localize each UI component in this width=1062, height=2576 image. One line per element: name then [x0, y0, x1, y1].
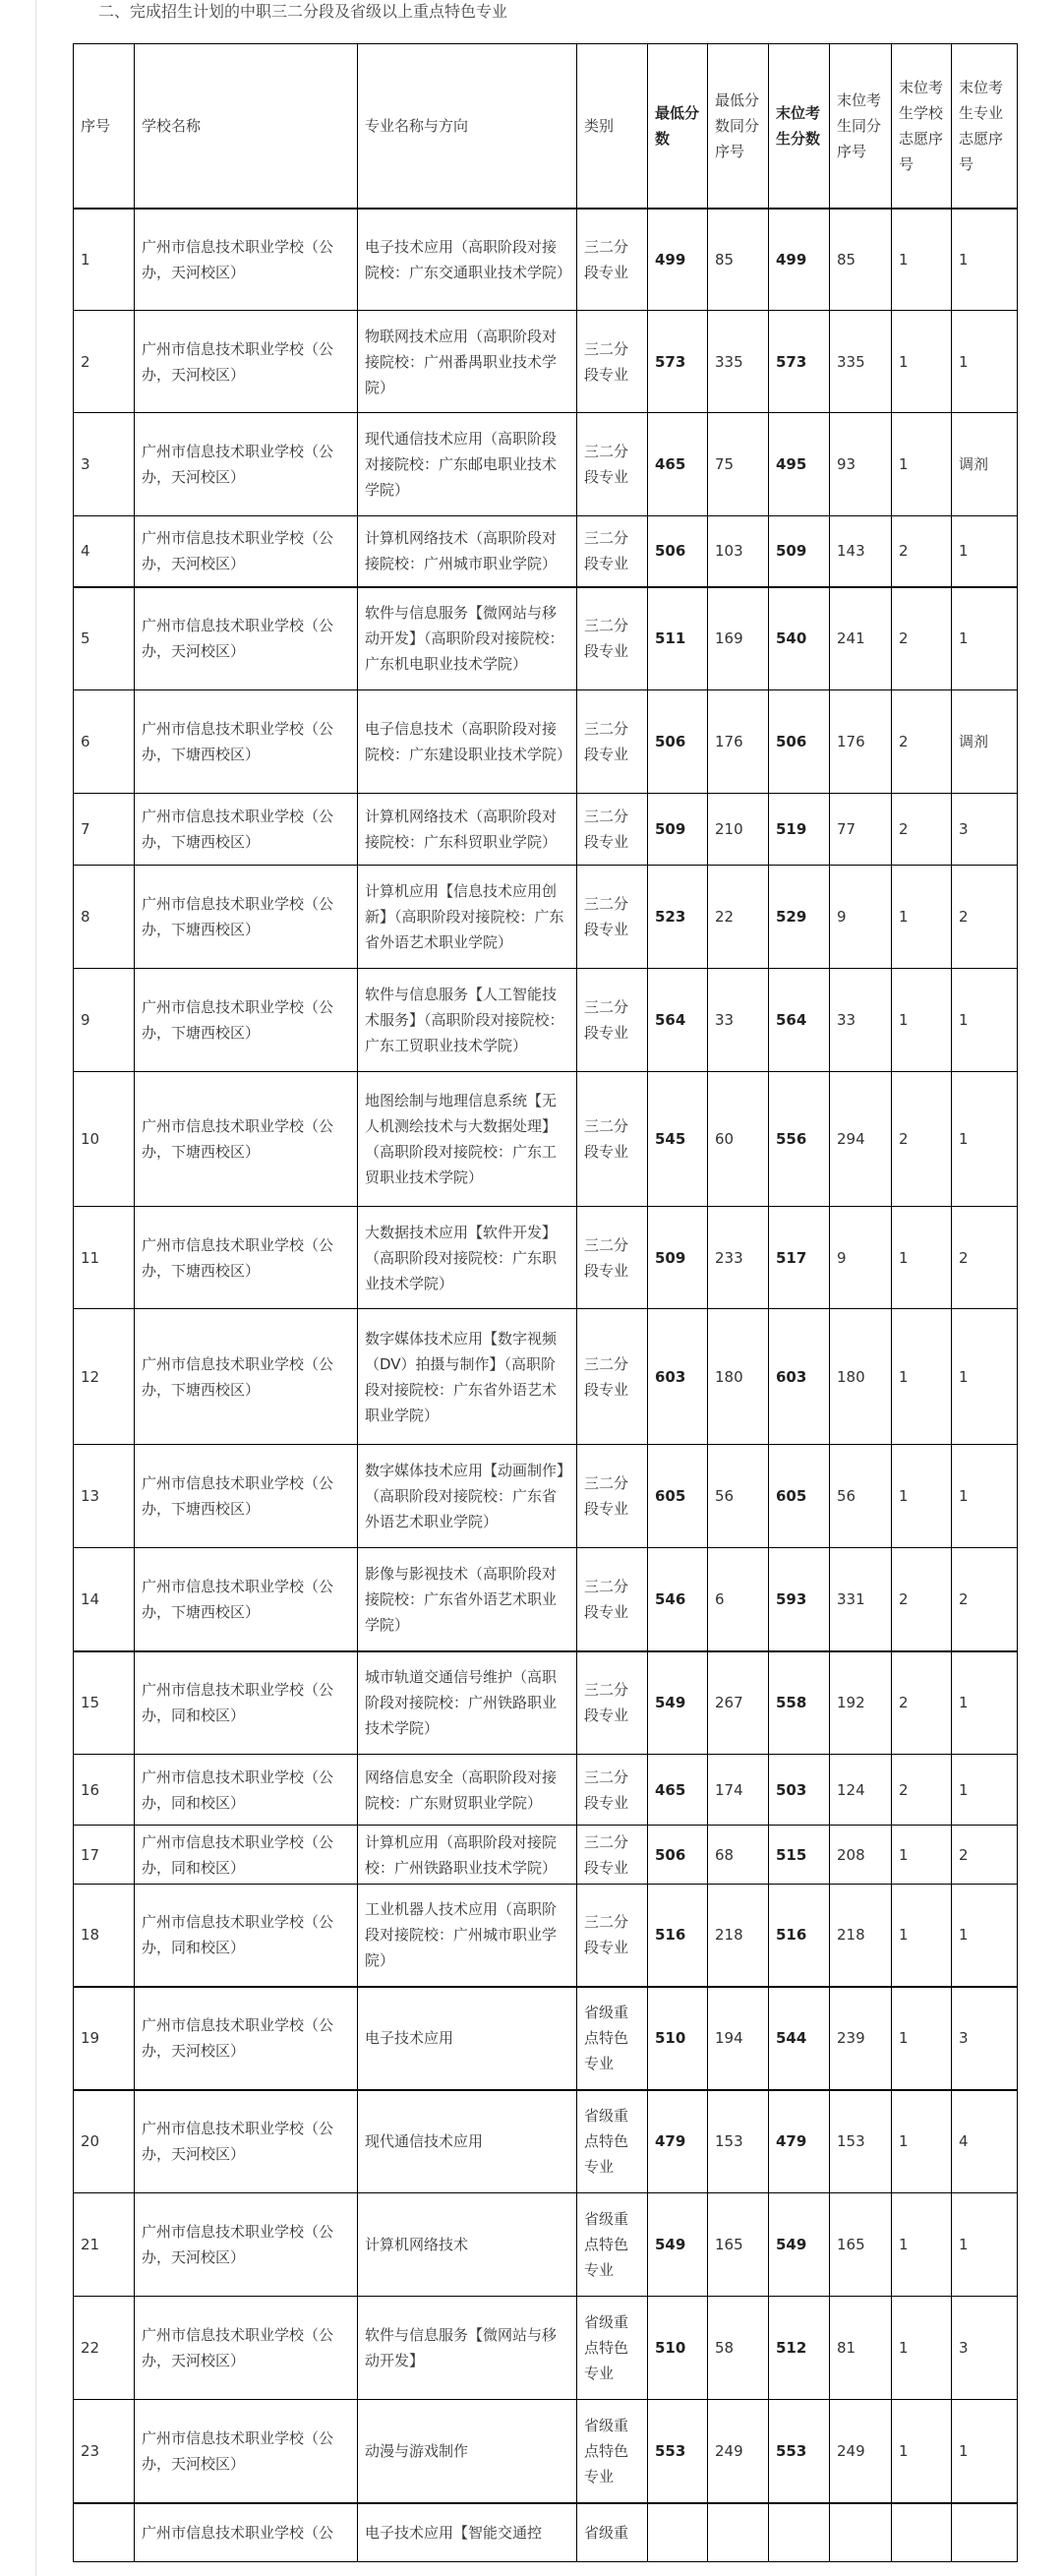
school-pref-no-cell: 1 — [892, 1309, 952, 1445]
last-score-cell: 573 — [769, 311, 830, 413]
major-pref-no-cell: 调剂 — [952, 690, 1018, 794]
category-cell: 三二分段专业 — [577, 311, 648, 413]
last-score-cell: 540 — [769, 587, 830, 690]
table-row — [74, 2503, 1018, 2562]
seq-number-cell: 9 — [74, 969, 135, 1072]
min-score-cell: 465 — [648, 413, 708, 516]
school-pref-no-cell: 1 — [892, 311, 952, 413]
last-score-rank-cell: 81 — [830, 2297, 892, 2400]
major-pref-no-cell: 1 — [952, 1885, 1018, 1987]
school-name-cell: 广州市信息技术职业学校（公办，下塘西校区） — [135, 1548, 358, 1651]
category-cell: 三二分段专业 — [577, 1548, 648, 1651]
last-score-cell: 564 — [769, 969, 830, 1072]
last-score-rank-cell: 56 — [830, 1445, 892, 1548]
column-header-school-pref-no: 末位考生学校志愿序号 — [892, 44, 952, 209]
school-name-cell: 广州市信息技术职业学校（公 — [135, 2503, 358, 2562]
last-score-rank-cell: 9 — [830, 866, 892, 969]
major-name-cell: 软件与信息服务【人工智能技术服务】（高职阶段对接院校：广东工贸职业技术学院） — [358, 969, 577, 1072]
major-pref-no-cell: 4 — [952, 2090, 1018, 2193]
school-name-cell: 广州市信息技术职业学校（公办，下塘西校区） — [135, 969, 358, 1072]
min-score-rank-cell: 75 — [708, 413, 769, 516]
category-cell: 三二分段专业 — [577, 1309, 648, 1445]
last-score-rank-cell: 180 — [830, 1309, 892, 1445]
major-name-cell: 计算机网络技术（高职阶段对接院校：广东科贸职业学院） — [358, 794, 577, 866]
school-pref-no-cell: 1 — [892, 1445, 952, 1548]
last-score-rank-cell: 176 — [830, 690, 892, 794]
min-score-rank-cell: 60 — [708, 1072, 769, 1207]
major-name-cell: 地图绘制与地理信息系统【无人机测绘技术与大数据处理】（高职阶段对接院校：广东工贸职业技术学院） — [358, 1072, 577, 1207]
last-score-rank-cell: 335 — [830, 311, 892, 413]
school-name-cell: 广州市信息技术职业学校（公办，下塘西校区） — [135, 690, 358, 794]
table-row — [74, 1987, 1018, 2090]
min-score-cell: 603 — [648, 1309, 708, 1445]
school-name-cell: 广州市信息技术职业学校（公办，天河校区） — [135, 2090, 358, 2193]
last-score-cell: 519 — [769, 794, 830, 866]
seq-number-cell: 11 — [74, 1207, 135, 1309]
last-score-cell: 593 — [769, 1548, 830, 1651]
major-name-cell: 计算机应用【信息技术应用创新】（高职阶段对接院校：广东省外语艺术职业学院） — [358, 866, 577, 969]
major-name-cell: 动漫与游戏制作 — [358, 2400, 577, 2503]
school-name-cell: 广州市信息技术职业学校（公办，下塘西校区） — [135, 1207, 358, 1309]
min-score-cell: 479 — [648, 2090, 708, 2193]
table-row — [74, 2297, 1018, 2400]
min-score-rank-cell: 267 — [708, 1651, 769, 1755]
section-heading: 二、完成招生计划的中职三二分段及省级以上重点特色专业 — [98, 2, 508, 21]
table-row — [74, 209, 1018, 311]
min-score-rank-cell: 335 — [708, 311, 769, 413]
category-cell: 省级重点特色专业 — [577, 2193, 648, 2297]
major-name-cell: 电子技术应用 — [358, 1987, 577, 2090]
school-name-cell: 广州市信息技术职业学校（公办，天河校区） — [135, 1987, 358, 2090]
min-score-rank-cell: 194 — [708, 1987, 769, 2090]
last-score-cell: 495 — [769, 413, 830, 516]
min-score-rank-cell: 249 — [708, 2400, 769, 2503]
last-score-rank-cell: 153 — [830, 2090, 892, 2193]
category-cell: 三二分段专业 — [577, 690, 648, 794]
min-score-rank-cell: 174 — [708, 1755, 769, 1826]
major-name-cell: 数字媒体技术应用【数字视频（DV）拍摄与制作】（高职阶段对接院校：广东省外语艺术职业学院） — [358, 1309, 577, 1445]
last-score-rank-cell: 93 — [830, 413, 892, 516]
major-pref-no-cell: 调剂 — [952, 413, 1018, 516]
seq-number-cell: 7 — [74, 794, 135, 866]
seq-number-cell: 19 — [74, 1987, 135, 2090]
min-score-rank-cell: 176 — [708, 690, 769, 794]
min-score-rank-cell — [708, 2503, 769, 2562]
min-score-cell: 510 — [648, 1987, 708, 2090]
column-header-seq-number: 序号 — [74, 44, 135, 209]
major-name-cell: 物联网技术应用（高职阶段对接院校：广州番禺职业技术学院） — [358, 311, 577, 413]
major-pref-no-cell: 1 — [952, 2400, 1018, 2503]
min-score-cell: 509 — [648, 794, 708, 866]
seq-number-cell: 21 — [74, 2193, 135, 2297]
last-score-cell: 556 — [769, 1072, 830, 1207]
major-pref-no-cell: 3 — [952, 794, 1018, 866]
major-pref-no-cell: 1 — [952, 2193, 1018, 2297]
seq-number-cell: 1 — [74, 209, 135, 311]
major-pref-no-cell: 1 — [952, 587, 1018, 690]
min-score-cell: 506 — [648, 516, 708, 587]
major-pref-no-cell: 3 — [952, 2297, 1018, 2400]
school-pref-no-cell: 2 — [892, 1651, 952, 1755]
category-cell: 三二分段专业 — [577, 794, 648, 866]
seq-number-cell: 18 — [74, 1885, 135, 1987]
min-score-rank-cell: 68 — [708, 1826, 769, 1885]
min-score-rank-cell: 153 — [708, 2090, 769, 2193]
major-pref-no-cell — [952, 2503, 1018, 2562]
major-name-cell: 软件与信息服务【微网站与移动开发】 — [358, 2297, 577, 2400]
school-pref-no-cell: 1 — [892, 2297, 952, 2400]
table-row — [74, 1548, 1018, 1651]
min-score-cell: 553 — [648, 2400, 708, 2503]
category-cell: 三二分段专业 — [577, 209, 648, 311]
category-cell: 三二分段专业 — [577, 587, 648, 690]
major-name-cell: 计算机网络技术 — [358, 2193, 577, 2297]
category-cell: 省级重点特色专业 — [577, 2297, 648, 2400]
column-header-major-pref-no: 末位考生专业志愿序号 — [952, 44, 1018, 209]
school-name-cell: 广州市信息技术职业学校（公办，同和校区） — [135, 1885, 358, 1987]
school-pref-no-cell: 1 — [892, 866, 952, 969]
category-cell: 三二分段专业 — [577, 969, 648, 1072]
category-cell: 三二分段专业 — [577, 1755, 648, 1826]
school-name-cell: 广州市信息技术职业学校（公办，天河校区） — [135, 311, 358, 413]
last-score-cell: 499 — [769, 209, 830, 311]
min-score-rank-cell: 165 — [708, 2193, 769, 2297]
seq-number-cell: 4 — [74, 516, 135, 587]
min-score-rank-cell: 6 — [708, 1548, 769, 1651]
school-name-cell: 广州市信息技术职业学校（公办，下塘西校区） — [135, 1309, 358, 1445]
table-row — [74, 1885, 1018, 1987]
school-pref-no-cell: 2 — [892, 516, 952, 587]
min-score-cell: 573 — [648, 311, 708, 413]
table-row — [74, 2400, 1018, 2503]
last-score-cell: 509 — [769, 516, 830, 587]
category-cell: 省级重点特色专业 — [577, 2090, 648, 2193]
last-score-rank-cell: 9 — [830, 1207, 892, 1309]
category-cell: 省级重点特色专业 — [577, 2400, 648, 2503]
school-pref-no-cell: 1 — [892, 969, 952, 1072]
table-row — [74, 516, 1018, 587]
school-pref-no-cell: 1 — [892, 1826, 952, 1885]
min-score-cell: 549 — [648, 2193, 708, 2297]
table-row — [74, 587, 1018, 690]
min-score-cell: 506 — [648, 1826, 708, 1885]
column-header-last-score: 末位考生分数 — [769, 44, 830, 209]
table-row — [74, 1826, 1018, 1885]
seq-number-cell: 20 — [74, 2090, 135, 2193]
school-name-cell: 广州市信息技术职业学校（公办，天河校区） — [135, 587, 358, 690]
major-pref-no-cell: 2 — [952, 1826, 1018, 1885]
seq-number-cell: 6 — [74, 690, 135, 794]
left-divider-line — [35, 0, 36, 2576]
last-score-rank-cell: 331 — [830, 1548, 892, 1651]
major-pref-no-cell: 1 — [952, 1445, 1018, 1548]
major-pref-no-cell: 1 — [952, 1755, 1018, 1826]
column-header-category: 类别 — [577, 44, 648, 209]
major-name-cell: 大数据技术应用【软件开发】（高职阶段对接院校：广东职业技术学院） — [358, 1207, 577, 1309]
major-pref-no-cell: 1 — [952, 516, 1018, 587]
seq-number-cell: 23 — [74, 2400, 135, 2503]
school-pref-no-cell: 1 — [892, 413, 952, 516]
category-cell: 省级重 — [577, 2503, 648, 2562]
column-header-major-name: 专业名称与方向 — [358, 44, 577, 209]
table-row — [74, 690, 1018, 794]
table-row — [74, 1445, 1018, 1548]
min-score-cell: 549 — [648, 1651, 708, 1755]
last-score-rank-cell: 77 — [830, 794, 892, 866]
major-pref-no-cell: 2 — [952, 1207, 1018, 1309]
school-name-cell: 广州市信息技术职业学校（公办，下塘西校区） — [135, 1072, 358, 1207]
school-pref-no-cell: 2 — [892, 690, 952, 794]
min-score-rank-cell: 233 — [708, 1207, 769, 1309]
last-score-cell: 515 — [769, 1826, 830, 1885]
table-row — [74, 866, 1018, 969]
school-name-cell: 广州市信息技术职业学校（公办，天河校区） — [135, 413, 358, 516]
last-score-rank-cell: 249 — [830, 2400, 892, 2503]
category-cell: 三二分段专业 — [577, 866, 648, 969]
min-score-rank-cell: 180 — [708, 1309, 769, 1445]
table-row — [74, 413, 1018, 516]
table-row — [74, 794, 1018, 866]
seq-number-cell: 17 — [74, 1826, 135, 1885]
table-row — [74, 2193, 1018, 2297]
major-pref-no-cell: 1 — [952, 1309, 1018, 1445]
school-pref-no-cell: 2 — [892, 1755, 952, 1826]
table-row — [74, 1651, 1018, 1755]
category-cell: 三二分段专业 — [577, 516, 648, 587]
last-score-cell: 558 — [769, 1651, 830, 1755]
seq-number-cell: 8 — [74, 866, 135, 969]
seq-number-cell: 22 — [74, 2297, 135, 2400]
seq-number-cell: 14 — [74, 1548, 135, 1651]
seq-number-cell — [74, 2503, 135, 2562]
last-score-cell: 506 — [769, 690, 830, 794]
school-name-cell: 广州市信息技术职业学校（公办，同和校区） — [135, 1651, 358, 1755]
column-header-min-score: 最低分数 — [648, 44, 708, 209]
min-score-rank-cell: 169 — [708, 587, 769, 690]
category-cell: 三二分段专业 — [577, 1826, 648, 1885]
category-cell: 三二分段专业 — [577, 1207, 648, 1309]
min-score-cell: 545 — [648, 1072, 708, 1207]
category-cell: 三二分段专业 — [577, 413, 648, 516]
school-name-cell: 广州市信息技术职业学校（公办，天河校区） — [135, 2400, 358, 2503]
table-row — [74, 2090, 1018, 2193]
school-name-cell: 广州市信息技术职业学校（公办，天河校区） — [135, 2297, 358, 2400]
major-pref-no-cell: 1 — [952, 1651, 1018, 1755]
major-pref-no-cell: 3 — [952, 1987, 1018, 2090]
last-score-cell: 549 — [769, 2193, 830, 2297]
school-pref-no-cell: 1 — [892, 2193, 952, 2297]
seq-number-cell: 15 — [74, 1651, 135, 1755]
last-score-rank-cell: 208 — [830, 1826, 892, 1885]
min-score-cell: 564 — [648, 969, 708, 1072]
major-name-cell: 电子技术应用（高职阶段对接院校：广东交通职业技术学院） — [358, 209, 577, 311]
school-name-cell: 广州市信息技术职业学校（公办，下塘西校区） — [135, 1445, 358, 1548]
min-score-cell: 511 — [648, 587, 708, 690]
major-pref-no-cell: 1 — [952, 311, 1018, 413]
last-score-cell — [769, 2503, 830, 2562]
category-cell: 三二分段专业 — [577, 1445, 648, 1548]
seq-number-cell: 12 — [74, 1309, 135, 1445]
last-score-cell: 516 — [769, 1885, 830, 1987]
min-score-rank-cell: 56 — [708, 1445, 769, 1548]
table-row — [74, 1309, 1018, 1445]
last-score-cell: 479 — [769, 2090, 830, 2193]
seq-number-cell: 5 — [74, 587, 135, 690]
seq-number-cell: 10 — [74, 1072, 135, 1207]
major-name-cell: 城市轨道交通信号维护（高职阶段对接院校：广州铁路职业技术学院） — [358, 1651, 577, 1755]
min-score-cell: 510 — [648, 2297, 708, 2400]
column-header-school-name: 学校名称 — [135, 44, 358, 209]
major-name-cell: 软件与信息服务【微网站与移动开发】（高职阶段对接院校：广东机电职业技术学院） — [358, 587, 577, 690]
category-cell: 省级重点特色专业 — [577, 1987, 648, 2090]
major-pref-no-cell: 2 — [952, 1548, 1018, 1651]
column-header-last-score-rank: 末位考生同分序号 — [830, 44, 892, 209]
last-score-rank-cell: 294 — [830, 1072, 892, 1207]
min-score-cell: 506 — [648, 690, 708, 794]
min-score-cell — [648, 2503, 708, 2562]
major-name-cell: 现代通信技术应用 — [358, 2090, 577, 2193]
last-score-rank-cell: 143 — [830, 516, 892, 587]
table-row — [74, 1072, 1018, 1207]
school-pref-no-cell: 1 — [892, 209, 952, 311]
last-score-cell: 603 — [769, 1309, 830, 1445]
admission-table — [73, 43, 1018, 2562]
table-row — [74, 1207, 1018, 1309]
school-pref-no-cell — [892, 2503, 952, 2562]
school-name-cell: 广州市信息技术职业学校（公办，同和校区） — [135, 1755, 358, 1826]
school-pref-no-cell: 2 — [892, 1548, 952, 1651]
seq-number-cell: 16 — [74, 1755, 135, 1826]
last-score-rank-cell: 192 — [830, 1651, 892, 1755]
table-row — [74, 969, 1018, 1072]
school-pref-no-cell: 2 — [892, 587, 952, 690]
school-name-cell: 广州市信息技术职业学校（公办，天河校区） — [135, 516, 358, 587]
min-score-rank-cell: 22 — [708, 866, 769, 969]
seq-number-cell: 2 — [74, 311, 135, 413]
major-pref-no-cell: 1 — [952, 969, 1018, 1072]
last-score-cell: 512 — [769, 2297, 830, 2400]
last-score-cell: 503 — [769, 1755, 830, 1826]
table-row — [74, 1755, 1018, 1826]
last-score-rank-cell: 239 — [830, 1987, 892, 2090]
category-cell: 三二分段专业 — [577, 1072, 648, 1207]
major-name-cell: 网络信息安全（高职阶段对接院校：广东财贸职业学院） — [358, 1755, 577, 1826]
last-score-cell: 529 — [769, 866, 830, 969]
last-score-rank-cell: 165 — [830, 2193, 892, 2297]
last-score-cell: 517 — [769, 1207, 830, 1309]
last-score-cell: 553 — [769, 2400, 830, 2503]
major-pref-no-cell: 1 — [952, 1072, 1018, 1207]
major-name-cell: 计算机应用（高职阶段对接院校：广州铁路职业技术学院） — [358, 1826, 577, 1885]
school-pref-no-cell: 1 — [892, 1207, 952, 1309]
major-name-cell: 影像与影视技术（高职阶段对接院校：广东省外语艺术职业学院） — [358, 1548, 577, 1651]
major-pref-no-cell: 1 — [952, 209, 1018, 311]
school-name-cell: 广州市信息技术职业学校（公办，下塘西校区） — [135, 794, 358, 866]
school-name-cell: 广州市信息技术职业学校（公办，天河校区） — [135, 209, 358, 311]
min-score-cell: 465 — [648, 1755, 708, 1826]
major-name-cell: 工业机器人技术应用（高职阶段对接院校：广州城市职业学院） — [358, 1885, 577, 1987]
table-row — [74, 311, 1018, 413]
major-name-cell: 计算机网络技术（高职阶段对接院校：广州城市职业学院） — [358, 516, 577, 587]
table-header-row — [74, 44, 1018, 209]
min-score-cell: 605 — [648, 1445, 708, 1548]
category-cell: 三二分段专业 — [577, 1885, 648, 1987]
major-name-cell: 电子信息技术（高职阶段对接院校：广东建设职业技术学院） — [358, 690, 577, 794]
seq-number-cell: 13 — [74, 1445, 135, 1548]
min-score-cell: 546 — [648, 1548, 708, 1651]
min-score-cell: 516 — [648, 1885, 708, 1987]
min-score-rank-cell: 103 — [708, 516, 769, 587]
school-name-cell: 广州市信息技术职业学校（公办，天河校区） — [135, 2193, 358, 2297]
last-score-cell: 605 — [769, 1445, 830, 1548]
column-header-min-score-rank: 最低分数同分序号 — [708, 44, 769, 209]
last-score-cell: 544 — [769, 1987, 830, 2090]
last-score-rank-cell: 33 — [830, 969, 892, 1072]
last-score-rank-cell: 124 — [830, 1755, 892, 1826]
school-name-cell: 广州市信息技术职业学校（公办，同和校区） — [135, 1826, 358, 1885]
major-pref-no-cell: 2 — [952, 866, 1018, 969]
school-pref-no-cell: 1 — [892, 2090, 952, 2193]
last-score-rank-cell: 218 — [830, 1885, 892, 1987]
major-name-cell: 现代通信技术应用（高职阶段对接院校：广东邮电职业技术学院） — [358, 413, 577, 516]
min-score-cell: 509 — [648, 1207, 708, 1309]
school-pref-no-cell: 1 — [892, 1987, 952, 2090]
major-name-cell: 数字媒体技术应用【动画制作】（高职阶段对接院校：广东省外语艺术职业学院） — [358, 1445, 577, 1548]
min-score-cell: 499 — [648, 209, 708, 311]
seq-number-cell: 3 — [74, 413, 135, 516]
school-pref-no-cell: 1 — [892, 2400, 952, 2503]
category-cell: 三二分段专业 — [577, 1651, 648, 1755]
min-score-rank-cell: 85 — [708, 209, 769, 311]
min-score-cell: 523 — [648, 866, 708, 969]
last-score-rank-cell — [830, 2503, 892, 2562]
last-score-rank-cell: 85 — [830, 209, 892, 311]
school-pref-no-cell: 2 — [892, 1072, 952, 1207]
min-score-rank-cell: 33 — [708, 969, 769, 1072]
school-name-cell: 广州市信息技术职业学校（公办，下塘西校区） — [135, 866, 358, 969]
school-pref-no-cell: 1 — [892, 1885, 952, 1987]
min-score-rank-cell: 210 — [708, 794, 769, 866]
school-pref-no-cell: 2 — [892, 794, 952, 866]
major-name-cell: 电子技术应用【智能交通控 — [358, 2503, 577, 2562]
last-score-rank-cell: 241 — [830, 587, 892, 690]
min-score-rank-cell: 218 — [708, 1885, 769, 1987]
min-score-rank-cell: 58 — [708, 2297, 769, 2400]
